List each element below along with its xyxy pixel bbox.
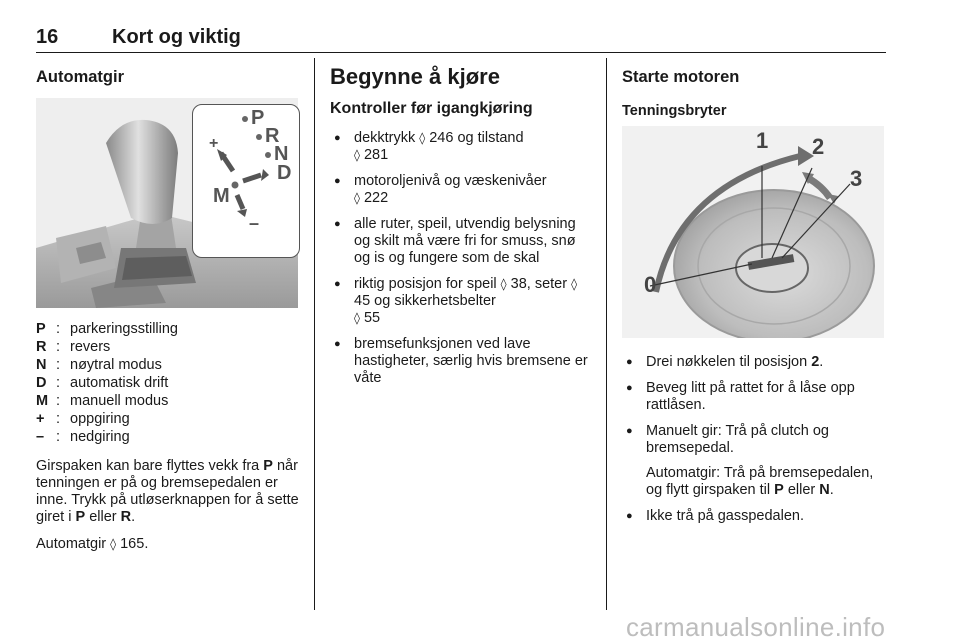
column-divider	[314, 58, 315, 610]
ignition-switch-figure	[622, 126, 884, 338]
list-item: ● Manuelt gir: Trå på clutch og bremsepedal. Automatgir: Trå på bremsepedalen, og flytt girspaken til P eller N.	[622, 423, 888, 499]
section-heading: Automatgir	[36, 68, 124, 86]
ignition-label-2: 2	[812, 134, 825, 159]
section-heading: Begynne å kjøre	[330, 64, 500, 89]
column-automatgir	[36, 58, 299, 552]
ignition-label-3: 3	[850, 166, 863, 191]
legend-row: D : automatisk drift	[36, 375, 169, 391]
legend-row: R : revers	[36, 339, 111, 355]
watermark: carmanualsonline.info	[626, 612, 886, 642]
subsection-heading: Kontroller før igangkjøring	[330, 100, 533, 117]
checklist	[330, 130, 594, 387]
gear-label-m: M	[213, 185, 230, 207]
paragraph-gear-info: Girspaken kan bare flyttes vekk fra P når tenningen er på og bremsepedalen er inne. Trykk på utløserknappen for å sette giret i P eller R.	[36, 458, 299, 525]
gear-pattern-inset	[192, 104, 300, 258]
list-item: ● riktig posisjon for speil ◊ 38, seter ◊ 45 og sikkerhetsbelter ◊ 55	[330, 276, 594, 327]
subsection-heading: Tenningsbryter	[622, 103, 727, 119]
legend-row: + : oppgiring	[36, 411, 130, 427]
page-ref-icon: ◊	[354, 311, 360, 325]
list-item: ● motoroljenivå og væskenivåer ◊ 222	[330, 173, 594, 207]
legend-row: – : nedgiring	[36, 429, 130, 445]
legend-row: P : parkeringsstilling	[36, 321, 178, 337]
list-item: ● Beveg litt på rattet for å låse opp rattlåsen.	[622, 380, 888, 414]
list-item: ● dekktrykk ◊ 246 og tilstand ◊ 281	[330, 130, 594, 164]
list-item: ● bremsefunksjonen ved lave hastigheter, særlig hvis bremsene er våte	[330, 336, 594, 387]
legend-row: N : nøytral modus	[36, 357, 162, 373]
page-title: Kort og viktig	[112, 26, 241, 48]
list-item: ● alle ruter, speil, utvendig belysning og skilt må være fri for smuss, snø og is og fungere som de skal	[330, 216, 594, 267]
page-ref-icon: ◊	[500, 277, 507, 291]
ignition-switch-illustration	[622, 126, 884, 338]
gear-label-minus: –	[249, 213, 260, 233]
paragraph-reference: Automatgir ◊ 165.	[36, 536, 149, 552]
page-number: 16	[36, 26, 59, 48]
gear-legend	[36, 320, 298, 446]
start-steps	[622, 354, 888, 534]
page-ref-icon: ◊	[571, 277, 578, 291]
ignition-label-1: 1	[756, 128, 769, 153]
column-begynne	[330, 58, 592, 396]
section-heading: Starte motoren	[622, 68, 740, 86]
legend-row: M : manuell modus	[36, 393, 169, 409]
column-divider	[606, 58, 607, 610]
gear-label-n: N	[274, 143, 289, 165]
page-ref-icon: ◊	[354, 191, 360, 205]
gear-label-r: R	[265, 125, 280, 147]
gear-lever-figure	[36, 98, 298, 308]
list-item: ● Ikke trå på gasspedalen.	[622, 508, 888, 525]
list-item: ● Drei nøkkelen til posisjon 2.	[622, 354, 888, 371]
ignition-label-0: 0	[644, 272, 657, 297]
gear-label-d: D	[277, 162, 292, 184]
gear-label-plus: +	[209, 135, 219, 152]
page-ref-icon: ◊	[419, 131, 426, 145]
column-starte	[622, 58, 886, 524]
page-header	[36, 26, 886, 53]
page-ref-icon: ◊	[354, 148, 360, 162]
page-ref-icon: ◊	[110, 537, 117, 551]
gear-label-p: P	[251, 107, 265, 129]
